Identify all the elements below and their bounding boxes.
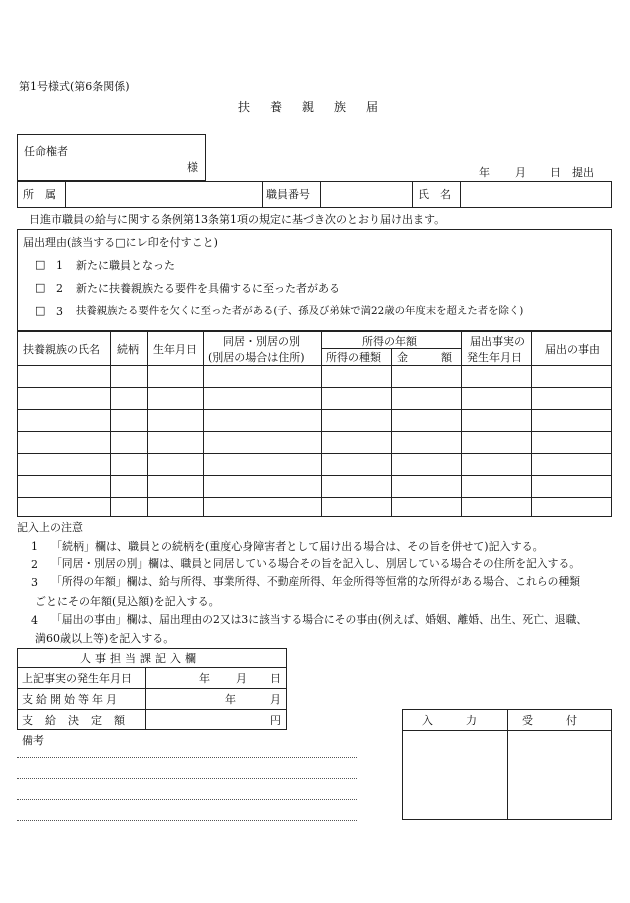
table-row[interactable] [18,432,611,452]
reason-text: 扶養親族たる要件を欠くに至った者がある(子、孫及び弟妹で満22歳の年度末を超えた者を除く) [76,305,524,317]
hr-row2-year: 年 [225,693,236,706]
appointer-label: 任命権者 [24,145,68,158]
col-cohab-1: 同居・別居の別 [223,335,300,348]
hr-row3-unit: 円 [270,714,281,727]
affiliation-label: 所 属 [23,188,56,201]
note-text: 「所得の年額」欄は、給与所得、事業所得、不動産所得、年金所得等恒常的な所得がある場合、これらの種類 [51,575,581,588]
table-row[interactable] [18,498,611,516]
col-income: 所得の年額 [362,335,417,348]
affiliation-field[interactable] [66,182,261,207]
hr-row1-day: 日 [270,672,281,685]
staff-no-label: 職員番号 [266,188,310,201]
stamp-receipt-label: 受 付 [522,714,577,727]
note-num: 1 [31,540,38,553]
stamp-input-label: 入 力 [422,714,477,727]
col-birth: 生年月日 [153,343,197,356]
hr-row1-year: 年 [199,672,210,685]
table-row[interactable] [18,454,611,474]
reason-option-1[interactable] [35,259,515,273]
form-title: 扶 養 親 族 届 [238,100,383,114]
note-text: 「続柄」欄は、職員との続柄を(重度心身障害者として届け出る場合は、その旨を併せて)記入する。 [51,540,544,553]
note-text-cont: ごとにその年額(見込額)を記入する。 [35,595,220,608]
note-num: 2 [31,558,38,571]
col-occur-2: 発生年月日 [467,351,522,364]
reason-num: 3 [56,305,63,318]
table-row[interactable] [18,388,611,408]
remarks-line[interactable] [17,799,357,800]
note-text-cont: 満60歳以上等)を記入する。 [35,632,175,645]
checkbox-icon[interactable]: □ [35,258,46,271]
stamp-receipt-field[interactable] [508,731,611,819]
reason-text: 新たに職員となった [76,259,175,272]
submit-day: 日 [550,166,561,179]
submit-month: 月 [515,166,526,179]
hr-row3-field[interactable] [146,710,286,729]
remarks-line[interactable] [17,757,357,758]
checkbox-icon[interactable]: □ [35,304,46,317]
note-num: 4 [31,614,38,627]
reason-num: 1 [56,259,63,272]
hr-row2-field[interactable] [146,689,286,708]
checkbox-icon[interactable]: □ [35,281,46,294]
col-relation: 続柄 [117,343,139,356]
intro-text: 日進市職員の給与に関する条例第13条第1項の規定に基づき次のとおり届け出ます。 [29,213,446,226]
col-cohab-2: (別居の場合は住所) [208,351,305,364]
hr-row2-month: 月 [270,693,281,706]
staff-no-field[interactable] [321,182,411,207]
table-row[interactable] [18,410,611,430]
reason-option-3[interactable] [35,305,605,319]
reason-heading: 届出理由(該当する□にレ印を付すこと) [23,236,218,249]
col-occur-1: 届出事実の [470,335,525,348]
notes-heading: 記入上の注意 [17,521,83,534]
note-num: 3 [31,576,38,589]
col-name: 扶養親族の氏名 [23,343,100,356]
col-income-type: 所得の種類 [326,351,381,364]
sama-label: 様 [187,161,198,174]
stamp-input-field[interactable] [403,731,506,819]
remarks-line[interactable] [17,820,357,821]
submit-label: 提出 [572,166,594,179]
hr-row1-field[interactable] [146,668,286,687]
hr-row3-label: 支給決定額 [22,714,137,727]
col-income-amount: 金 額 [397,351,452,364]
hr-heading: 人事担当課記入欄 [80,652,200,665]
hr-row1-month: 月 [236,672,247,685]
table-row[interactable] [18,366,611,386]
remarks-label: 備考 [22,734,44,747]
name-label: 氏 名 [418,188,451,201]
reason-option-2[interactable] [35,282,515,296]
col-reason: 届出の事由 [545,343,600,356]
submit-year: 年 [479,166,490,179]
reason-text: 新たに扶養親族たる要件を具備するに至った者がある [76,282,340,295]
note-text: 「届出の事由」欄は、届出理由の2又は3に該当する場合にその事由(例えば、婚姻、離婚、出生、死亡、退職、 [51,613,588,626]
hr-row1-label: 上記事実の発生年月日 [22,672,132,685]
note-text: 「同居・別居の別」欄は、職員と同居している場合その旨を記入し、別居している場合その住所を記入する。 [51,557,581,570]
remarks-line[interactable] [17,778,357,779]
name-field[interactable] [461,182,611,207]
reason-num: 2 [56,282,63,295]
table-row[interactable] [18,476,611,496]
form-number: 第1号様式(第6条関係) [19,80,130,93]
hr-row2-label: 支給開始等年月 [22,693,120,706]
